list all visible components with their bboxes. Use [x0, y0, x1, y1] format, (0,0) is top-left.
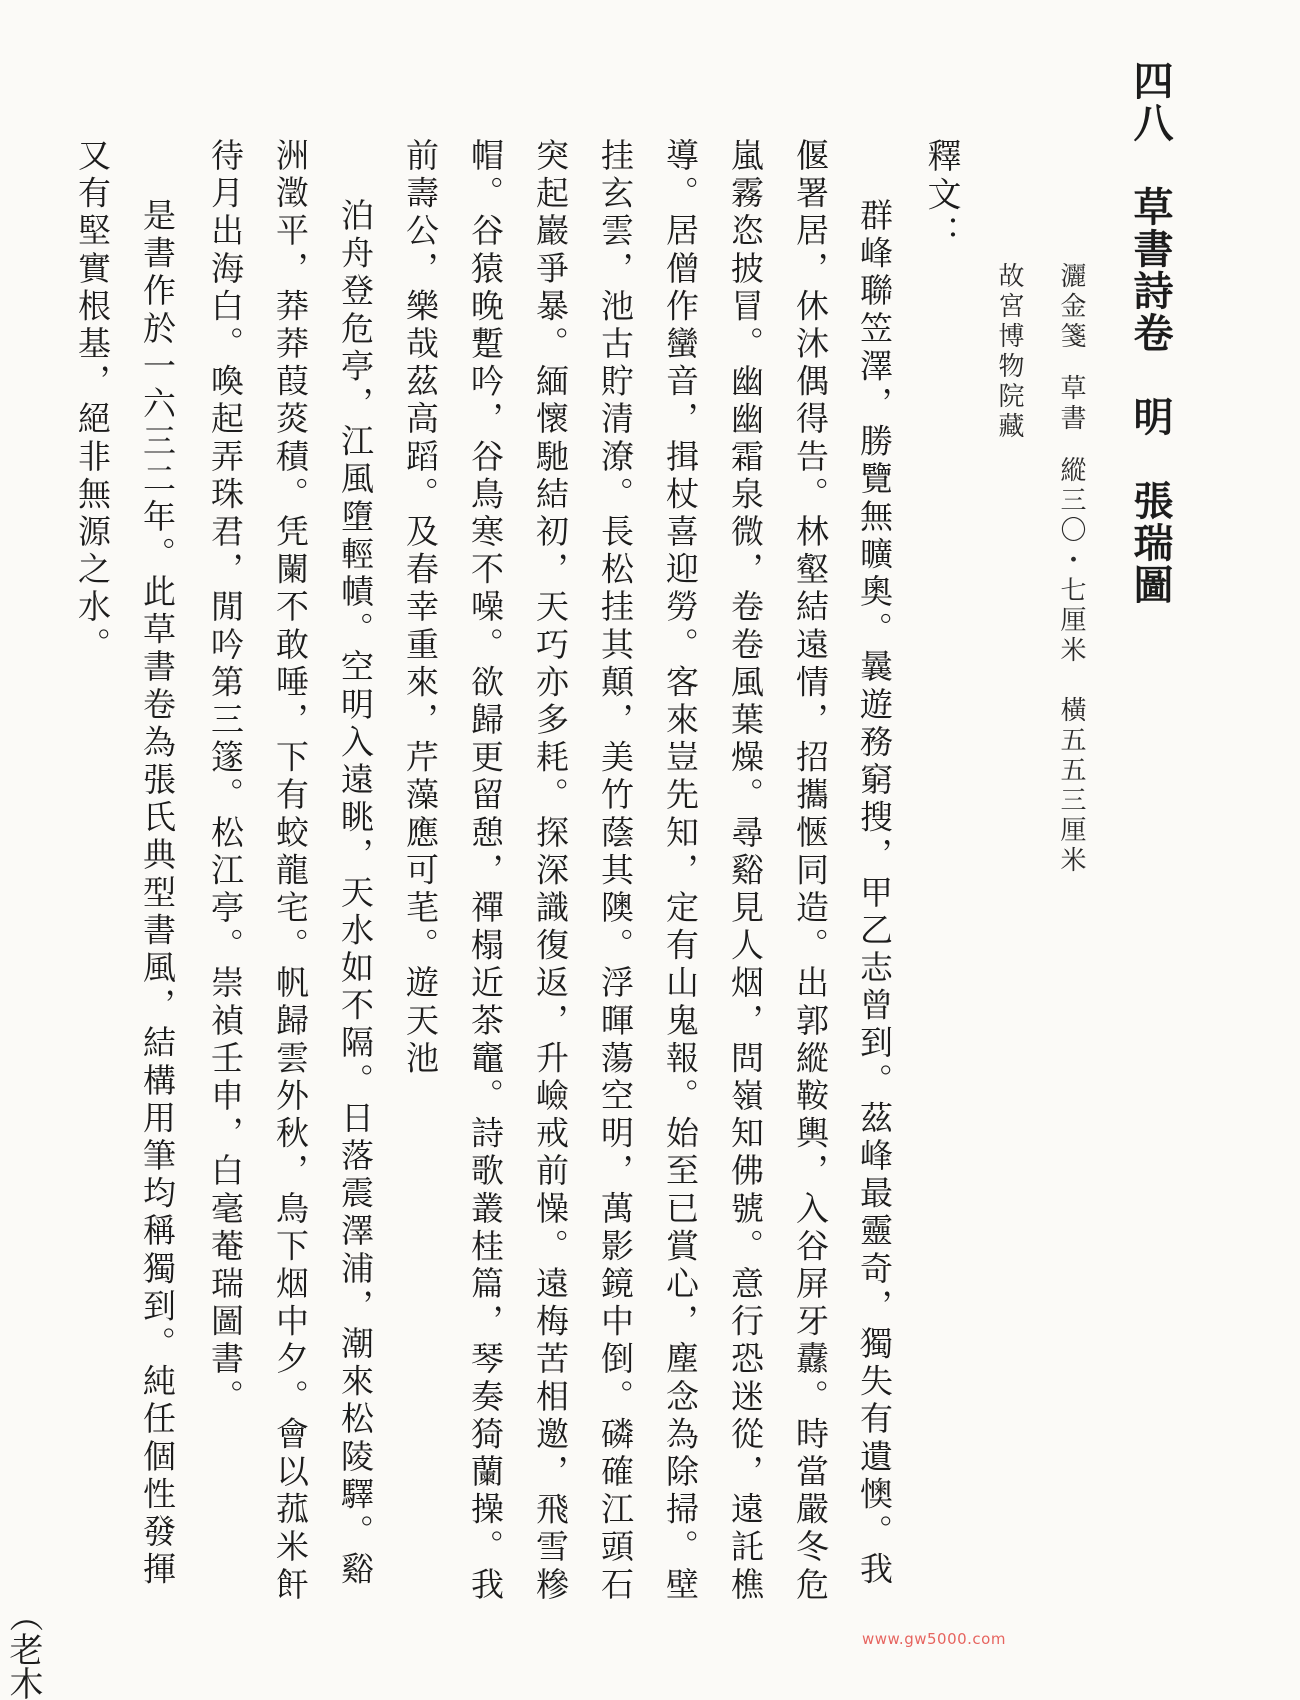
- transcription-line: 帽。谷猿晚蹔吟，谷鳥寒不噪。欲歸更留憩，禪榻近茶竈。詩歌叢桂篇，琴奏猗蘭操。我: [466, 138, 505, 1605]
- script-type-label: 草書: [1056, 374, 1086, 434]
- transcription-line: 群峰聯笠澤，勝覽無曠奧。曩遊務窮搜，甲乙志曾到。茲峰最靈奇，獨失有遺懊。我: [855, 198, 894, 1590]
- transcription-line: 挂玄雲，池古貯清潦。長松挂其顛，美竹蔭其隩。浮暉蕩空明，萬影鏡中倒。磷確江頭石: [596, 138, 635, 1605]
- transcription-line: 洲澂平，莽莽葭菼積。凭闌不敢唾，下有蛟龍宅。帆歸雲外秋，鳥下烟中夕。會以菰米飦: [271, 138, 310, 1605]
- transcription-heading: 釋文：: [921, 138, 961, 254]
- transcription-line: 是書作於一六三二年。此草書卷為張氏典型書風，結構用筆均稱獨到。純任個性發揮: [138, 198, 177, 1590]
- site-watermark: www.gw5000.com: [862, 1630, 1006, 1648]
- collection-label: 故宮博物院藏: [994, 262, 1024, 442]
- dimensions-label: 縱三〇・七厘米 橫五五三厘米: [1056, 456, 1086, 876]
- transcription-line: 偃署居，休沐偶得告。林壑結遠情，招攜愜同造。出郭縱鞍輿，入谷屏牙纛。時當嚴冬危: [791, 138, 830, 1605]
- transcription-line: 嵐霧恣披冒。幽幽霜泉微，卷卷風葉燥。尋谿見人烟，問嶺知佛號。意行恐迷從，遠託樵: [726, 138, 765, 1605]
- artwork-specs: [1058, 262, 1084, 876]
- transcription-line: 突起巖爭暴。緬懷馳結初，天巧亦多耗。探深識復返，升嶮戒前懆。遠梅苦相邀，飛雪糝: [531, 138, 570, 1605]
- transcription-line: 前壽公，樂哉茲高蹈。及春幸重來，芹藻應可芼。遊天池: [401, 138, 440, 1078]
- page-title: 四八 草書詩卷 明 張瑞圖: [1127, 60, 1174, 606]
- transcription-line: 泊舟登危亭，江風墮輕幘。空明入遠眺，天水如不隔。日落震澤浦，潮來松陵驛。谿: [336, 198, 375, 1590]
- next-page-fragment: （老木: [3, 1598, 43, 1700]
- transcription-line: 導。居僧作蠻音，揖杖喜迎勞。客來豈先知，定有山鬼報。始至已賞心，塵念為除掃。壁: [661, 138, 700, 1605]
- transcription-line: 待月出海白。喚起弄珠君，閒吟第三篴。松江亭。崇禎壬申，白毫菴瑞圖書。: [206, 138, 245, 1417]
- material-label: 灑金箋: [1056, 262, 1086, 352]
- transcription-line: 又有堅實根基，絕非無源之水。: [73, 138, 112, 665]
